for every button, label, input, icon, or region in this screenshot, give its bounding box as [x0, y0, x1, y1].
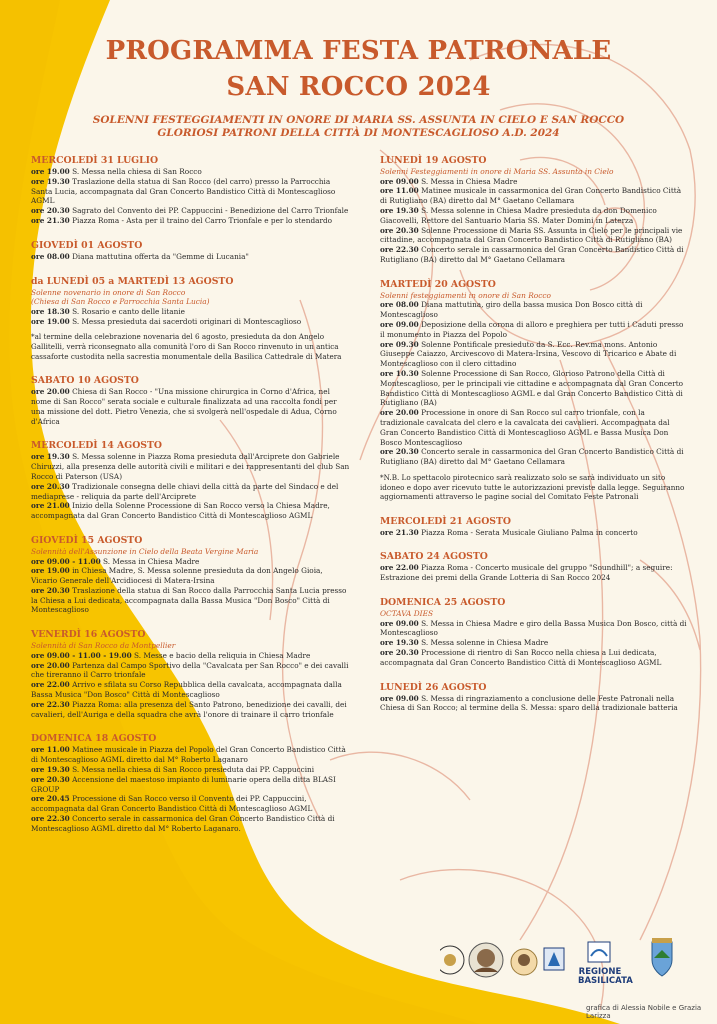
- entry-description: Partenza dal Campo Sportivo della "Cavalcata per San Rocco" e dei cavalli che tireranno il Carro trionfale: [31, 660, 349, 680]
- entry-description: S. Messa solenne in Chiesa Madre presieduta da don Domenico Giacovelli, Rettore del Santuario Maria SS. Mater Domini in Laterza: [380, 205, 657, 225]
- entry-description: S. Messa nella chiesa di San Rocco: [72, 167, 202, 176]
- entry-time: ore 09.00 - 11.00 - 19.00: [31, 650, 132, 660]
- day-heading: MERCOLEDÌ 21 AGOSTO: [380, 515, 512, 527]
- entry-description: Traslazione della statua di San Rocco (del carro) presso la Parrocchia Santa Lucia, accompagnata dal Gran Concerto Bandistico Città di Montescaglioso AGML: [31, 176, 336, 206]
- program-day-section: [31, 440, 351, 521]
- entry-time: ore 19.30: [380, 638, 419, 648]
- schedule-entry: [31, 307, 351, 317]
- schedule-entry: [380, 694, 690, 714]
- entry-time: ore 20.00: [31, 660, 70, 670]
- schedule-entry: [31, 167, 351, 177]
- entry-description: Solenne Processione di Maria SS. Assunta in Cielo per le principali vie cittadine, accompagnata dal Gran Concerto Bandistico Città di Rutigliano (BA): [380, 225, 683, 245]
- day-heading: DOMENICA 18 AGOSTO: [31, 733, 157, 745]
- sponsor-logos: [440, 938, 700, 992]
- entry-time: ore 20.45: [31, 794, 70, 804]
- day-heading: da LUNEDÌ 05 a MARTEDÌ 13 AGOSTO: [31, 275, 234, 287]
- entry-description: S. Messe e bacio della reliquia in Chiesa Madre: [134, 650, 311, 660]
- day-subtitle: Solennità dell'Assunzione in Cielo della Beata Vergine Maria: [31, 546, 259, 556]
- entry-description: Piazza Roma - Concerto musicale del gruppo "Soundhill"; a seguire: Estrazione dei premi della Grande Lotteria di San Rocco 2024: [380, 563, 673, 583]
- schedule-entry: [31, 814, 351, 834]
- schedule-entry: [31, 206, 351, 216]
- entry-description: Sagrato del Convento dei PP. Cappuccini - Benedizione del Carro Trionfale: [72, 206, 349, 216]
- entry-time: ore 20.30: [31, 585, 70, 595]
- associazione-logo: [511, 949, 537, 975]
- entry-time: ore 10.30: [380, 368, 419, 378]
- day-heading: VENERDÌ 16 AGOSTO: [31, 629, 146, 641]
- entry-description: Concerto serale in cassarmonica del Gran Concerto Bandistico Città di Rutigliano (BA) diretto dal M° Gaetano Cellamara: [380, 447, 684, 467]
- entry-time: ore 22.00: [31, 680, 70, 690]
- entry-description: Solenne Processione di San Rocco, Glorioso Patrono della Città di Montescaglioso, per le principali vie cittadine e accompagnata dal Gran Concerto Bandistico Città di Montescaglioso AGML e dal Gran Concerto Bandistico Città di Rutigliano (BA): [380, 368, 684, 408]
- entry-description: S. Messa di ringraziamento a conclusione delle Feste Patronali nella Chiesa di San Rocco; al termine della S. Messa: sparo della tradizionale batteria: [380, 693, 678, 713]
- day-heading: SABATO 10 AGOSTO: [31, 375, 139, 387]
- day-subtitle: Solenne novenario in onore di San Rocco (Chiesa di San Rocco e Parrocchia Santa Lucia): [31, 287, 210, 307]
- schedule-entry: [380, 340, 690, 369]
- day-subtitle: Solenni Festeggiamenti in onore di Maria SS. Assunta in Cielo: [380, 167, 614, 176]
- schedule-entry: [31, 452, 351, 481]
- entry-description: Piazza Roma - Serata Musicale Giuliano Palma in concerto: [421, 527, 638, 537]
- entry-time: ore 22.30: [380, 245, 419, 255]
- entry-description: S. Messa presieduta dai sacerdoti originari di Montescaglioso: [72, 316, 302, 326]
- schedule-entry: [31, 317, 351, 327]
- entry-description: Arrivo e sfilata su Corso Repubblica della cavalcata, accompagnata dalla Bassa Musica "Don Bosco" Città di Montescaglioso: [31, 680, 342, 700]
- entry-description: in Chiesa Madre, S. Messa solenne presieduta da don Angelo Gioia, Vicario Generale dell'Arcidiocesi di Matera-Irsina: [31, 566, 323, 586]
- schedule-entry: [380, 369, 690, 408]
- schedule-entry: [380, 226, 690, 246]
- entry-time: ore 09.00: [380, 618, 419, 628]
- page-title-year: SAN ROCCO 2024: [226, 72, 491, 102]
- program-day-section: [380, 551, 690, 583]
- program-day-section: [31, 629, 351, 719]
- entry-time: ore 21.30: [380, 527, 419, 537]
- schedule-entry: [31, 680, 351, 700]
- schedule-entry: [380, 447, 690, 467]
- schedule-entry: [380, 648, 690, 668]
- day-subtitle: OCTAVA DIES: [380, 609, 434, 619]
- entry-time: ore 20.30: [380, 648, 419, 658]
- entry-description: Processione di San Rocco verso il Convento dei PP. Cappuccini, accompagnata dal Gran Concerto Bandistico Città di Montescaglioso AGML: [31, 794, 313, 814]
- entry-time: ore 20.30: [31, 206, 70, 216]
- regione-basilicata-logo: [588, 942, 610, 962]
- entry-time: ore 09.00: [380, 693, 419, 703]
- program-day-section: [380, 155, 690, 265]
- entry-description: Inizio della Solenne Processione di San Rocco verso la Chiesa Madre, accompagnata dal Gran Concerto Bandistico Città di Montescaglioso AGML: [31, 501, 330, 521]
- day-heading: DOMENICA 25 AGOSTO: [380, 597, 506, 609]
- entry-description: S. Messa in Chiesa Madre: [103, 556, 200, 566]
- entry-description: Matinee musicale in Piazza del Popolo del Gran Concerto Bandistico Città di Montescaglioso AGML diretto dal M° Roberto Laganaro: [31, 745, 346, 765]
- graphic-credit: grafica di Alessia Nobile e Grazia Larizza: [586, 1004, 702, 1020]
- schedule-entry: [380, 619, 690, 639]
- entry-time: ore 20.00: [380, 408, 419, 418]
- entry-time: ore 19.30: [31, 765, 70, 775]
- entry-time: ore 11.00: [31, 745, 70, 755]
- schedule-entry: [31, 177, 351, 206]
- schedule-entry: [31, 661, 351, 681]
- schedule-entry: [31, 651, 351, 661]
- entry-description: Piazza Roma: alla presenza del Santo Patrono, benedizione dei cavalli, dei cavalieri, dell'Auriga e della squadra che avrà l'onore di trainare il carro trionfale: [31, 699, 347, 719]
- entry-description: Matinee musicale in cassarmonica del Gran Concerto Bandistico Città di Rutigliano (BA) diretto dal M° Gaetano Cellamara: [380, 186, 682, 206]
- page-title: PROGRAMMA FESTA PATRONALE: [105, 36, 612, 66]
- day-heading: MERCOLEDÌ 31 LUGLIO: [31, 155, 159, 166]
- entry-description: Tradizionale consegna delle chiavi della città da parte del Sindaco e del mediaprese - reliquia da parte dell'Arciprete: [31, 481, 339, 501]
- day-heading: MERCOLEDÌ 14 AGOSTO: [31, 440, 163, 452]
- schedule-entry: [380, 206, 690, 226]
- regione-crest-logo: [544, 948, 564, 970]
- entry-description: Chiesa di San Rocco - "Una missione chirurgica in Corno d'Africa, nel nome di San Rocco" serata sociale e culturale finalizzata ad una raccolta fondi per una missione del dott. Pietro Venezia, che si svolgerà nell'ospedale di Adua, Corno d'Africa: [31, 387, 337, 426]
- entry-time: ore 21.00: [31, 501, 70, 511]
- entry-time: ore 08.00: [31, 251, 70, 261]
- program-left-column: [31, 155, 351, 848]
- schedule-entry: [31, 700, 351, 720]
- entry-description: S. Messa solenne in Piazza Roma presieduta dall'Arciprete don Gabriele Chiruzzi, alla presenza delle autorità civili e militari e dei rappresentanti del club San Rocco di Paterson (USA): [31, 452, 350, 481]
- schedule-entry: [31, 252, 351, 262]
- comune-montescaglioso-crest: [652, 938, 672, 976]
- entry-description: Processione in onore di San Rocco sul carro trionfale, con la tradizionale cavalcata del clero e la cavalcata dei cavalieri. Accompagnata dal Gran Concerto Bandistico Città di Montescaglioso AGML e Bassa Musica Don Bosco Montescaglioso: [380, 408, 670, 447]
- entry-description: Concerto serale in cassarmonica del Gran Concerto Bandistico Città di Montescaglioso AGML diretto dal M° Roberto Laganaro.: [31, 814, 335, 833]
- program-right-column: [380, 155, 690, 727]
- san-rocco-portrait-logo: [469, 943, 503, 977]
- schedule-entry: [380, 245, 690, 265]
- entry-time: ore 09.00: [380, 176, 419, 186]
- schedule-entry: [380, 300, 690, 320]
- entry-description: Piazza Roma - Asta per il traino del Carro Trionfale e per lo stendardo: [72, 215, 333, 225]
- entry-time: ore 22.30: [31, 814, 70, 824]
- schedule-entry: [31, 745, 351, 765]
- day-heading: MARTEDÌ 20 AGOSTO: [380, 278, 496, 290]
- entry-description: Accensione del maestoso impianto di luminarie opera della ditta BLASI GROUP: [31, 774, 336, 794]
- schedule-entry: [380, 186, 690, 206]
- program-day-section: [380, 682, 690, 714]
- entry-time: ore 19.00: [31, 316, 70, 326]
- program-day-section: [31, 240, 351, 262]
- entry-description: Solenne Pontificale presieduto da S. Ecc. Rev.ma mons. Antonio Giuseppe Caiazzo, Arcivescovo di Matera-Irsina, Vescovo di Tricarico e Abate di Montescaglioso con il clero cittadino: [380, 339, 677, 369]
- entry-description: S. Messa nella chiesa di San Rocco presieduta dai PP. Cappuccini: [72, 765, 315, 775]
- entry-description: Traslazione della statua di San Rocco dalla Parrocchia Santa Lucia presso la Chiesa a Lui dedicata, accompagnata dalla Bassa Musica "Don Bosco" Città di Montescaglioso: [31, 585, 347, 615]
- regione-label-1: REGIONE: [578, 967, 622, 977]
- entry-time: ore 18.30: [31, 306, 70, 316]
- schedule-entry: [31, 387, 351, 426]
- day-subtitle: Solenni festeggiamenti in onore di San Rocco: [380, 290, 551, 300]
- section-footnote: *N.B. Lo spettacolo pirotecnico sarà realizzato solo se sarà individuato un sito idoneo e dopo aver ricevuto tutte le autorizzazioni previste dalla legge. Seguiranno aggiornamenti attraverso le pagine social del Comitato Feste Patronali: [380, 472, 685, 502]
- program-day-section: [380, 597, 690, 668]
- program-day-section: [31, 375, 351, 426]
- schedule-entry: [31, 216, 351, 226]
- regione-label-2: BASILICATA: [578, 976, 633, 986]
- entry-time: ore 09.30: [380, 339, 419, 349]
- subtitle-line-2: GLORIOSI PATRONI DELLA CITTÀ DI MONTESCAGLIOSO A.D. 2024: [157, 127, 560, 139]
- entry-time: ore 19.30: [31, 452, 70, 462]
- entry-description: S. Messa in Chiesa Madre: [421, 176, 518, 186]
- schedule-entry: [380, 638, 690, 648]
- entry-time: ore 22.00: [380, 563, 419, 573]
- entry-time: ore 20.30: [31, 481, 70, 491]
- entry-description: S. Rosario e canto delle litanie: [72, 306, 185, 316]
- entry-time: ore 20.30: [31, 774, 70, 784]
- program-day-section: [31, 276, 351, 362]
- entry-description: Concerto serale in cassarmonica del Gran Concerto Bandistico Città di Rutigliano (BA) diretto dal M° Gaetano Cellamara: [380, 245, 684, 264]
- schedule-entry: [31, 775, 351, 795]
- entry-description: Deposizione della corona di alloro e preghiera per tutti i Caduti presso il monumento in Piazza del Popolo: [380, 319, 684, 339]
- entry-description: S. Messa solenne in Chiesa Madre: [421, 638, 549, 648]
- schedule-entry: [380, 408, 690, 447]
- day-heading: LUNEDÌ 19 AGOSTO: [380, 155, 487, 166]
- entry-description: Diana mattutina offerta da "Gemme di Lucania": [72, 251, 249, 261]
- entry-time: ore 19.30: [380, 205, 419, 215]
- comitato-feste-logo: [440, 946, 464, 974]
- schedule-entry: [380, 177, 690, 187]
- entry-description: S. Messa in Chiesa Madre e giro della Bassa Musica Don Bosco, città di Montescaglioso: [380, 618, 687, 638]
- schedule-entry: [31, 557, 351, 567]
- schedule-entry: [31, 794, 351, 814]
- entry-description: Processione di rientro di San Rocco nella chiesa a Lui dedicata, accompagnata dal Gran Concerto Bandistico Città di Montescaglioso AGML: [380, 648, 662, 667]
- entry-time: ore 21.30: [31, 215, 70, 225]
- entry-time: ore 20.00: [31, 387, 70, 397]
- schedule-entry: [31, 482, 351, 502]
- entry-time: ore 09.00: [380, 319, 419, 329]
- subtitle-line-1: SOLENNI FESTEGGIAMENTI IN ONORE DI MARIA SS. ASSUNTA IN CIELO E SAN ROCCO: [92, 114, 625, 126]
- program-day-section: [31, 535, 351, 615]
- entry-time: ore 19.00: [31, 566, 70, 576]
- day-heading: GIOVEDÌ 15 AGOSTO: [31, 534, 143, 546]
- entry-time: ore 09.00 - 11.00: [31, 556, 101, 566]
- schedule-entry: [31, 765, 351, 775]
- schedule-entry: [380, 528, 690, 538]
- entry-time: ore 20.30: [380, 447, 419, 457]
- program-day-section: [380, 279, 690, 502]
- entry-time: ore 20.30: [380, 225, 419, 235]
- schedule-entry: [380, 563, 690, 583]
- entry-time: ore 22.30: [31, 699, 70, 709]
- program-day-section: [380, 516, 690, 538]
- entry-time: ore 08.00: [380, 300, 419, 310]
- schedule-entry: [31, 501, 351, 521]
- entry-time: ore 11.00: [380, 186, 419, 196]
- entry-time: ore 19.00: [31, 167, 70, 176]
- schedule-entry: [31, 586, 351, 615]
- entry-description: Diana mattutina, giro della bassa musica Don Bosco città di Montescaglioso: [380, 300, 643, 320]
- section-footnote: *al termine della celebrazione novenaria del 6 agosto, presieduta da don Angelo Gallitelli, verrà riconsegnato alla comunità l'oro di San Rocco rinvenuto in un antica cassaforte custodita nella sacrestia monumentale della Basilica Cattedrale di Matera: [31, 332, 342, 361]
- schedule-entry: [31, 566, 351, 586]
- schedule-entry: [380, 320, 690, 340]
- program-day-section: [31, 155, 351, 226]
- day-heading: LUNEDÌ 26 AGOSTO: [380, 681, 487, 693]
- program-day-section: [31, 733, 351, 833]
- day-subtitle: Solennità di San Rocco da Montpellier: [31, 641, 176, 651]
- day-heading: SABATO 24 AGOSTO: [380, 551, 488, 563]
- entry-time: ore 19.30: [31, 176, 70, 186]
- day-heading: GIOVEDÌ 01 AGOSTO: [31, 239, 143, 251]
